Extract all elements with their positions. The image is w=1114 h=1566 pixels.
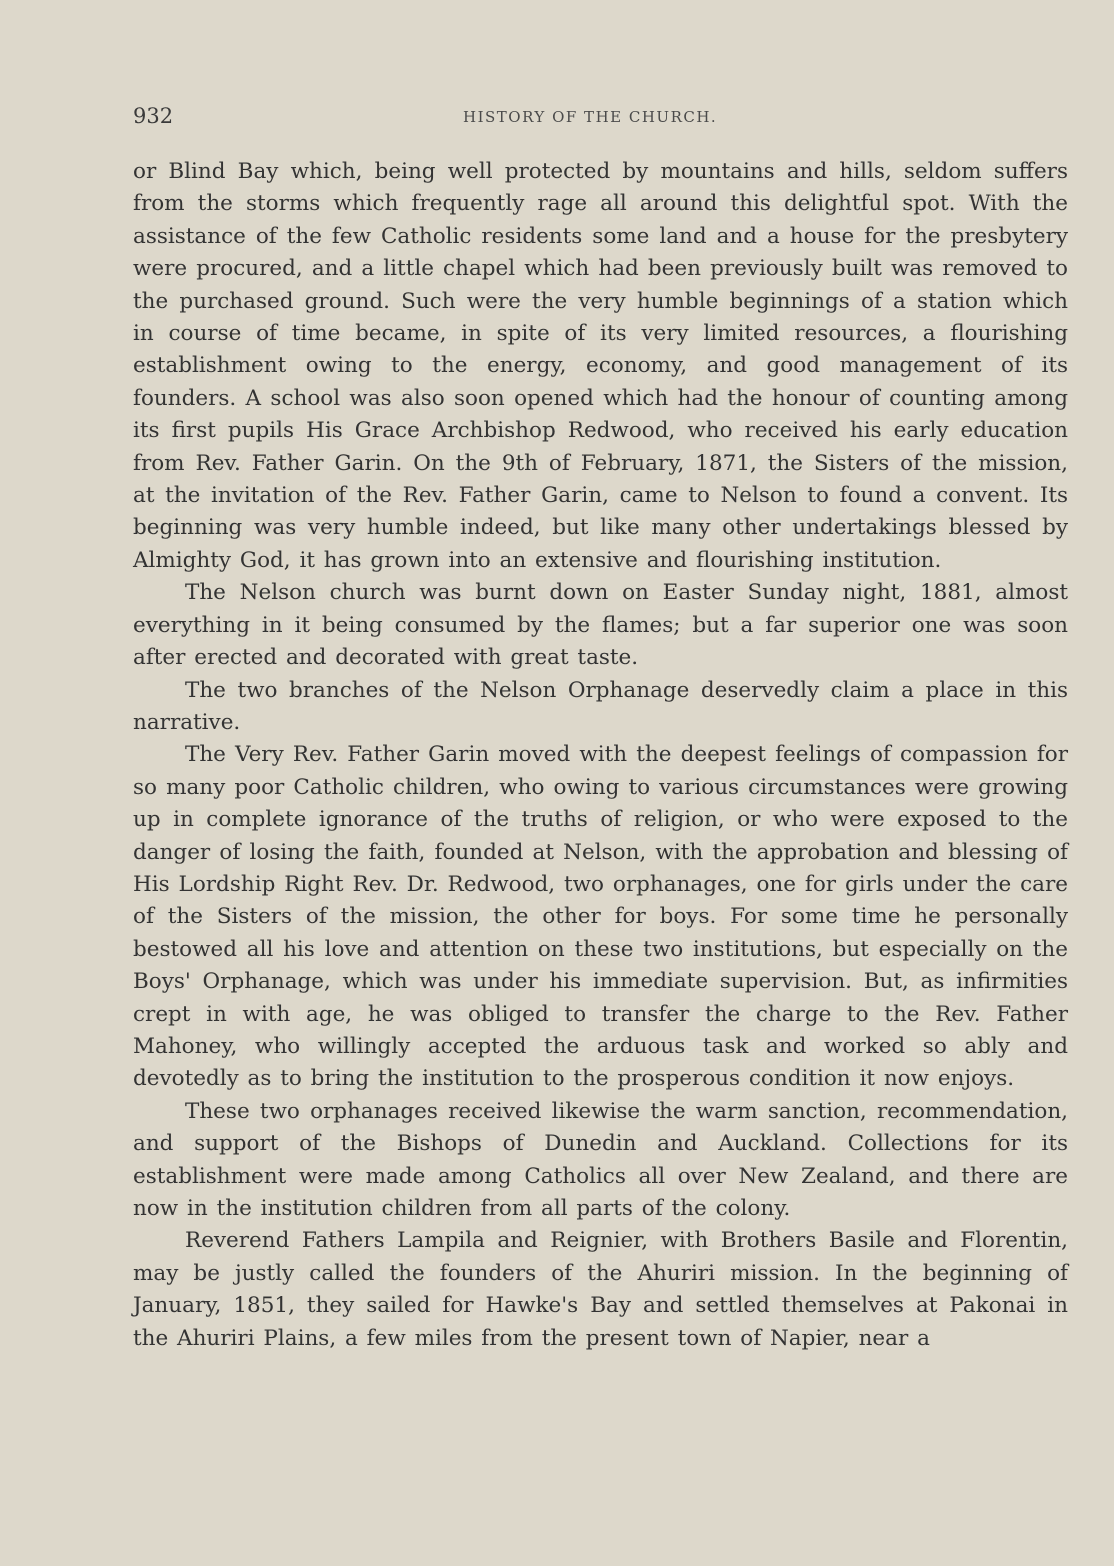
paragraph-ahuriri-mission: Reverend Fathers Lampila and Reignier, with Brothers Basile and Florentin, may be justly called the founders of the Ahuriri mission. In the beginning of January, 1851, they sailed for Hawke's Bay and settled themselves at Pakonai in the Ahuriri Plains, a few miles from the present town of Napier, near a [133,1228,1068,1351]
paragraph-orphanage-intro: The two branches of the Nelson Orphanage deservedly claim a place in this narrative. [133,677,1068,735]
page-header [133,104,1068,136]
paragraph-nelson-church: The Nelson church was burnt down on Easter Sunday night, 1881, almost everything in it being consumed by the flames; but a far superior one was soon after erected and decorated with great taste. [133,580,1068,671]
page-number: 932 [133,104,174,128]
paragraph-orphanage-support: These two orphanages received likewise the warm sanction, recommendation, and support of the Bishops of Dunedin and Auckland. Collections for its establishment were made among Catholics all over New Zealand, and there are now in the institution children from all parts of the colony. [133,1098,1068,1221]
running-title: HISTORY OF THE CHURCH. [463,108,718,126]
paragraph-father-garin: The Very Rev. Father Garin moved with the deepest feelings of compassion for so many poor Catholic children, who owing to various circumstances were growing up in complete ignorance of the truths of religion, or who were exposed to the danger of losing the faith, founded at Nelson, with the approbation and blessing of His Lordship Right Rev. Dr. Redwood, two orphanages, one for girls under the care of the Sisters of the mission, the other for boys. For some time he personally bestowed all his love and attention on these two institutions, but especially on the Boys' Orphanage, which was under his immediate supervision. But, as infirmities crept in with age, he was obliged to transfer the charge to the Rev. Father Mahoney, who willingly accepted the arduous task and worked so ably and devotedly as to bring the institution to the prosperous condition it now enjoys. [133,742,1068,1092]
paragraph-continuation: or Blind Bay which, being well protected by mountains and hills, seldom suffers from the storms which frequently rage all around this delightful spot. With the assistance of the few Catholic residents some land and a house for the presbytery were procured, and a little chapel which had been previously built was removed to the purchased ground. Such were the very humble beginnings of a station which in course of time became, in spite of its very limited resources, a flourishing establishment owing to the energy, economy, and good management of its founders. A school was also soon opened which had the honour of counting among its first pupils His Grace Archbishop Redwood, who received his early education from Rev. Father Garin. On the 9th of February, 1871, the Sisters of the mission, at the invitation of the Rev. Father Garin, came to Nelson to found a convent. Its beginning was very humble indeed, but like many other undertakings blessed by Almighty God, it has grown into an extensive and flourishing institution. [133,159,1068,573]
body-text [133,156,1068,1355]
